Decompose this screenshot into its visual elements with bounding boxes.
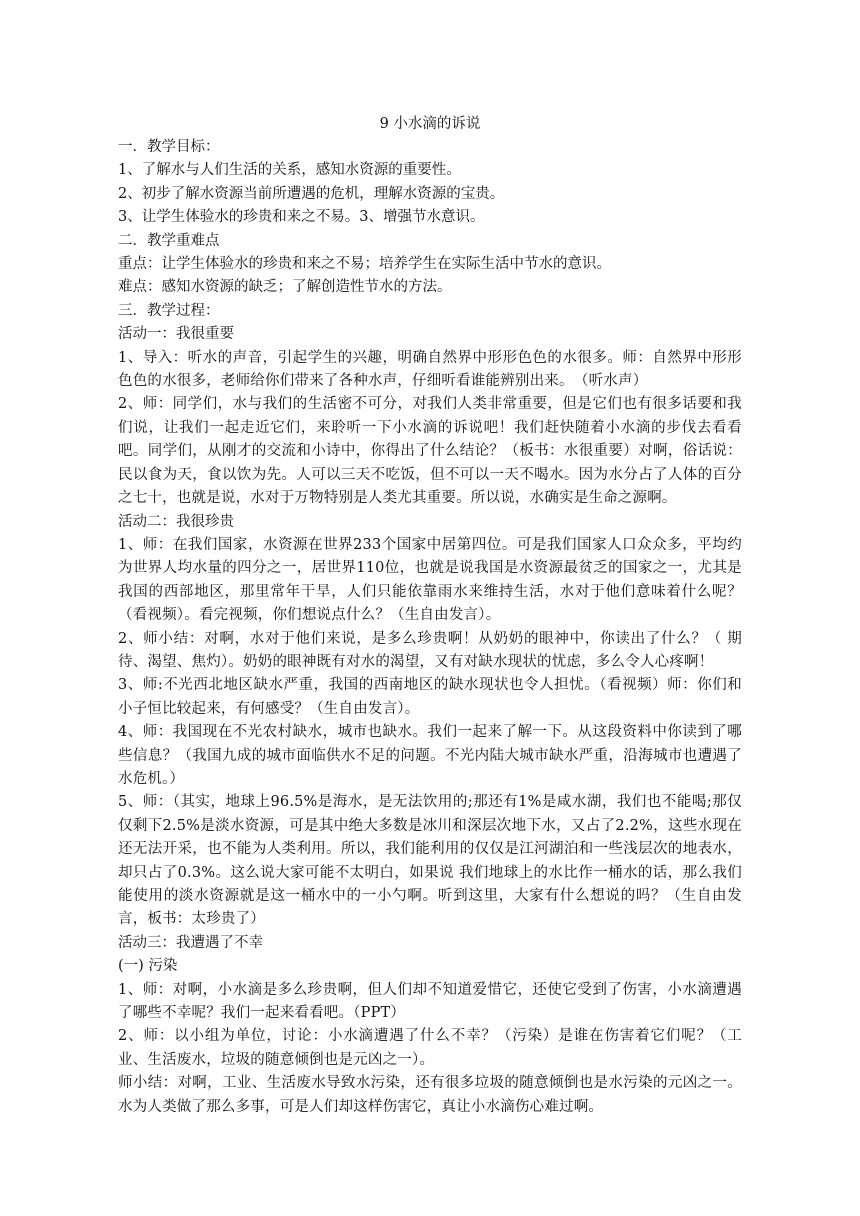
- activity-2-paragraph: 5、师：（其实，地球上96.5%是海水，是无法饮用的;那还有1%是咸水湖，我们也不能喝;那仅仅剩下2.5%是淡水资源，可是其中绝大多数是冰川和深层次地下水，又占了2.2%，这些水现在还无法开采，也不能为人类利用。所以，我们能利用的仅仅是江河湖泊和一些浅层次的地表水，却只占了0.3%。这么说大家可能不太明白，如果说 我们地球上的水比作一桶水的话，那么我们能使用的淡水资源就是这一桶水中的一小勺啊。听到这里，大家有什么想说的吗？（生自由发言，板书：太珍贵了）: [118, 794, 742, 928]
- goal-item-3: 3、让学生体验水的珍贵和来之不易。3、增强节水意识。: [118, 209, 485, 226]
- document-page: [118, 112, 742, 1119]
- activity-2-paragraph: 2、师小结：对啊，水对于他们来说，是多么珍贵啊！从奶奶的眼神中，你读出了什么？（ 期待、渴望、焦灼）。奶奶的眼神既有对水的渴望，又有对缺水现状的忧虑，多么令人心疼啊！: [118, 630, 742, 670]
- goal-item-1: 1、了解水与人们生活的关系，感知水资源的重要性。: [118, 162, 461, 179]
- activity-3-heading: 活动三：我遭遇了不幸: [118, 934, 263, 951]
- activity-3-paragraph: 1、师：对啊，小水滴是多么珍贵啊，但人们却不知道爱惜它，还使它受到了伤害，小水滴遭遇了哪些不幸呢？我们一起来看看吧。（PPT）: [118, 981, 742, 1022]
- activity-1-paragraph: 2、师：同学们，水与我们的生活密不可分，对我们人类非常重要，但是它们也有很多话要和我们说，让我们一起走近它们，来聆听一下小水滴的诉说吧！我们赶快随着小水滴的步伐去看看吧。同学们，从刚才的交流和小诗中，你得出了什么结论？（板书：水很重要）对啊，俗话说：民以食为天，食以饮为先。人可以三天不吃饭，但不可以一天不喝水。因为水分占了人体的百分之七十，也就是说，水对于万物特别是人类尤其重要。所以说，水确实是生命之源啊。: [118, 396, 742, 507]
- activity-1-paragraph: 1、导入：听水的声音，引起学生的兴趣，明确自然界中形形色色的水很多。师：自然界中形形色色的水很多，老师给你们带来了各种水声，仔细听看谁能辨别出来。 （听水声）: [118, 349, 742, 390]
- activity-1-heading: 活动一：我很重要: [118, 326, 234, 343]
- heading-teaching-goals: 一．教学目标：: [118, 139, 220, 155]
- activity-3-paragraph: 2、师：以小组为单位，讨论：小水滴遭遇了什么不幸？（污染）是谁在伤害着它们呢？（工业、生活废水，垃圾的随意倾倒也是元凶之一）。: [118, 1028, 742, 1068]
- activity-2-paragraph: 4、师：我国现在不光农村缺水，城市也缺水。我们一起来了解一下。从这段资料中你读到了哪些信息？（我国九成的城市面临供水不足的问题。不光内陆大城市缺水严重，沿海城市也遭遇了水危机。）: [118, 724, 742, 787]
- goal-item-2: 2、初步了解水资源当前所遭遇的危机，理解水资源的宝贵。: [118, 185, 505, 202]
- difficult-point: 难点：感知水资源的缺乏；了解创造性节水的方法。: [118, 279, 452, 296]
- activity-2-paragraph: 3、师:不光西北地区缺水严重，我国的西南地区的缺水现状也令人担忧。（看视频）师：你们和小子恒比较起来，有何感受？（生自由发言）。: [118, 677, 742, 717]
- activity-3-subheading: (一) 污染: [118, 958, 178, 975]
- activity-2-heading: 活动二：我很珍贵: [118, 513, 234, 530]
- activity-3-paragraph: 师小结：对啊，工业、生活废水导致水污染，还有很多垃圾的随意倾倒也是水污染的元凶之一。水为人类做了那么多事，可是人们却这样伤害它，真让小水滴伤心难过啊。: [118, 1075, 742, 1115]
- key-point: 重点：让学生体验水的珍贵和来之不易；培养学生在实际生活中节水的意识。: [118, 256, 611, 273]
- heading-key-points: 二．教学重难点: [118, 232, 220, 249]
- document-title: 9 小水滴的诉说: [379, 116, 481, 132]
- activity-2-paragraph: 1、师：在我们国家，水资源在世界233个国家中居第四位。可是我们国家人口众众多，平均约为世界人均水量的四分之一，居世界110位，也就是说我国是水资源最贫乏的国家之一，尤其是我国的西部地区，那里常年干旱，人们只能依靠雨水来维持生活，水对于他们意味着什么呢？（看视频）。看完视频，你们想说点什么？（生自由发言）。: [118, 536, 742, 624]
- heading-teaching-process: 三．教学过程：: [118, 302, 220, 319]
